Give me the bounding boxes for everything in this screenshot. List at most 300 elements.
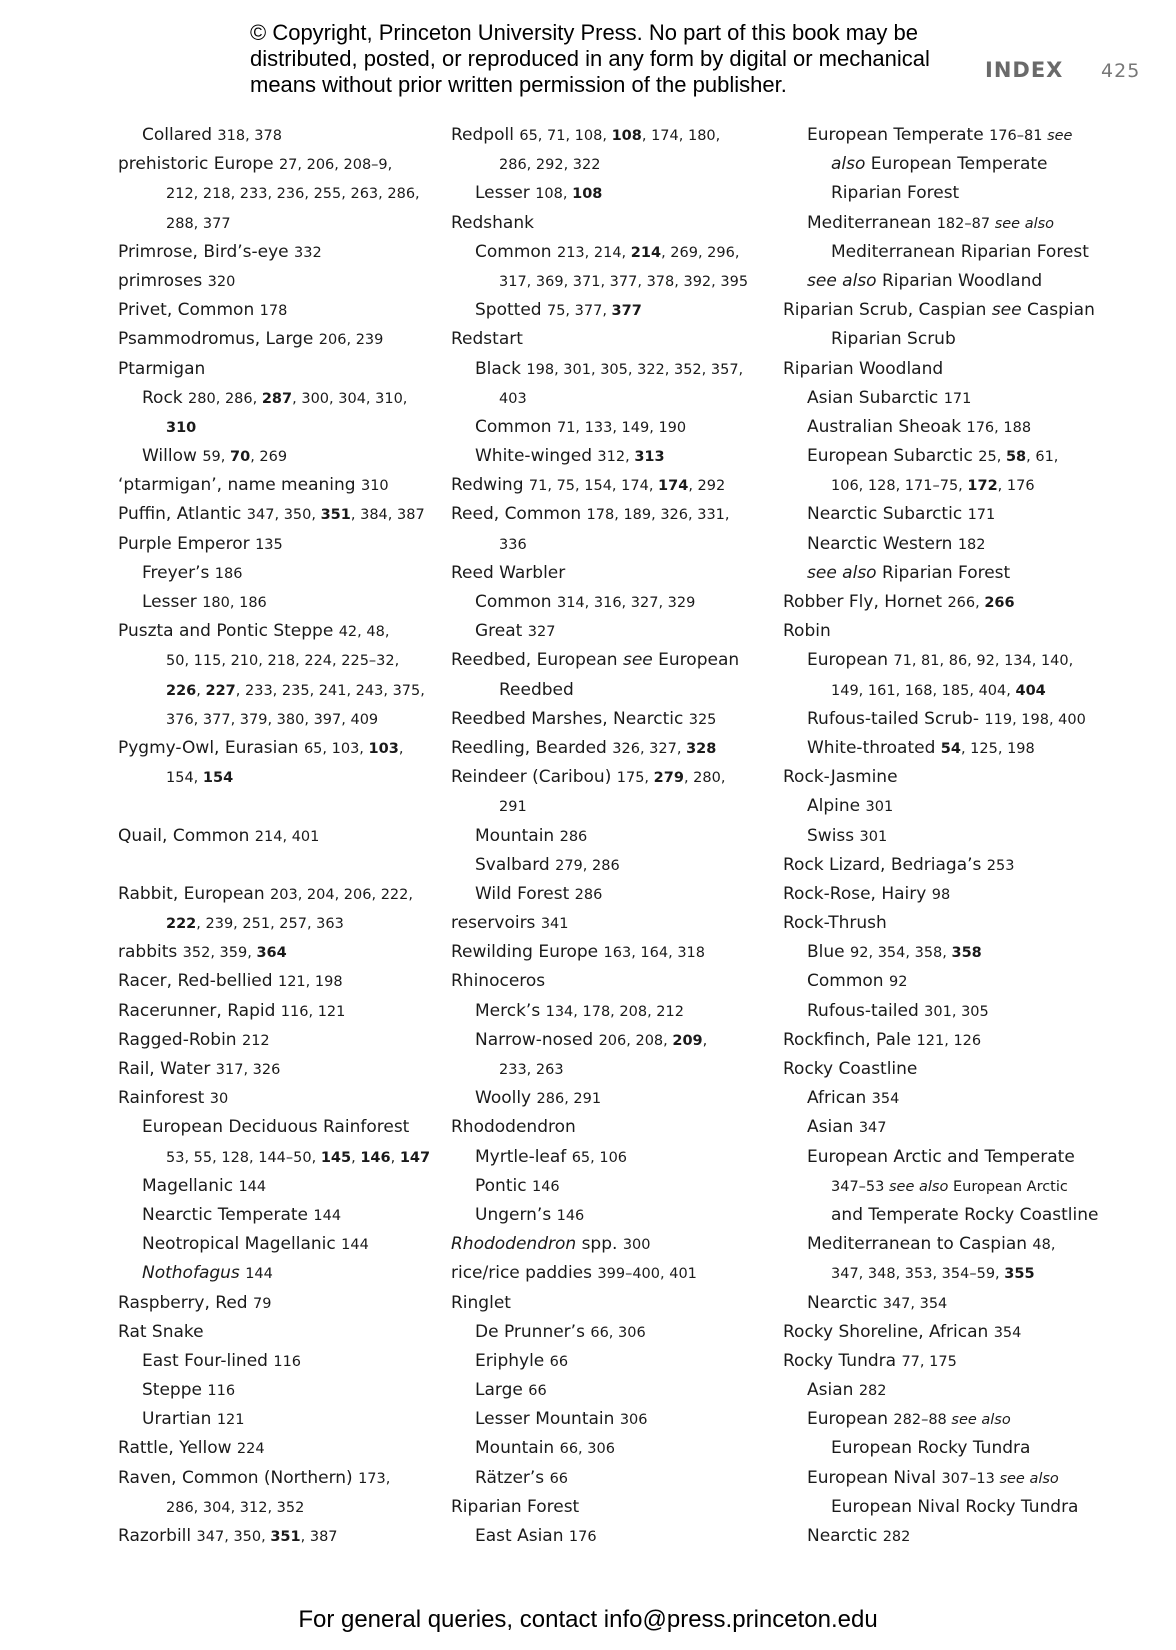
- page-references: 27, 206, 208–9,: [278, 157, 393, 174]
- index-subentry: [783, 150, 1093, 179]
- index-term: Rainforest: [118, 1088, 210, 1109]
- page-references: 266, 266: [947, 595, 1015, 611]
- bold-page-ref: 108: [572, 186, 603, 203]
- running-head-title: INDEX: [985, 58, 1064, 82]
- index-term: Mediterranean Riparian Forest: [831, 241, 1089, 262]
- index-continuation: [783, 676, 1093, 705]
- page-references: 54, 125, 198: [940, 740, 1035, 757]
- page-references: 286, 291: [536, 1091, 602, 1108]
- index-entry: [118, 150, 448, 179]
- index-entry: [118, 1289, 448, 1318]
- index-term: Rhododendron spp.: [451, 1234, 623, 1255]
- index-term: Alpine: [807, 796, 866, 817]
- index-term: Riparian Forest: [831, 183, 960, 204]
- index-continuation: [118, 676, 448, 705]
- index-term: Rocky Shoreline, African: [783, 1321, 994, 1342]
- index-subentry: [118, 1201, 448, 1230]
- page-references: 301: [859, 828, 888, 845]
- index-subentry: [451, 1026, 781, 1055]
- index-term: Redwing: [451, 475, 529, 496]
- page-references: 288, 377: [166, 215, 231, 232]
- index-term: Riparian Scrub: [831, 329, 956, 350]
- index-subentry: [118, 559, 448, 588]
- index-subentry: [783, 442, 1093, 471]
- index-term: Ungern’s: [475, 1204, 557, 1225]
- index-term: Reed Warbler: [451, 562, 566, 583]
- index-term: Reindeer (Caribou): [451, 767, 617, 788]
- page-references: [166, 420, 196, 436]
- index-subentry: [451, 413, 781, 442]
- page-references: 213, 214, 214, 269, 296,: [556, 244, 740, 261]
- index-term: see also Riparian Woodland: [807, 270, 1043, 291]
- index-term: Riparian Scrub, Caspian see Caspian: [783, 300, 1095, 321]
- index-continuation: [451, 1055, 781, 1084]
- page-references: 347, 350, 351, 384, 387: [246, 507, 425, 524]
- page-references: 92: [888, 974, 908, 991]
- index-entry: [451, 209, 781, 238]
- index-term: African: [807, 1088, 872, 1109]
- page-references: 98: [931, 886, 951, 903]
- index-term: Purple Emperor: [118, 533, 256, 554]
- page-references: 224: [236, 1441, 265, 1458]
- bold-page-ref: 310: [166, 419, 197, 436]
- index-term: Ptarmigan: [118, 358, 206, 379]
- index-entry: [783, 851, 1093, 880]
- page-references: 134, 178, 208, 212: [545, 1003, 684, 1020]
- index-term: Racerunner, Rapid: [118, 1000, 281, 1021]
- page-references: 48,: [1032, 1237, 1056, 1254]
- index-subentry: [451, 1522, 781, 1551]
- index-term: Reedbed Marshes, Nearctic: [451, 708, 689, 729]
- page-references: 176, 188: [966, 419, 1032, 436]
- bold-page-ref: 226: [166, 682, 197, 699]
- index-subentry: [783, 500, 1093, 529]
- index-subentry: [451, 617, 781, 646]
- bold-page-ref: 108: [611, 128, 642, 144]
- index-entry: [451, 1113, 781, 1142]
- index-entry: [118, 997, 448, 1026]
- index-term: Common: [475, 416, 557, 437]
- index-subentry: [783, 1405, 1093, 1434]
- index-subentry: [118, 442, 448, 471]
- index-term: Razorbill: [118, 1526, 197, 1546]
- page-references: 347: [858, 1120, 887, 1137]
- index-term: Redpoll: [451, 125, 520, 145]
- index-subentry: [451, 1084, 781, 1113]
- page-references: 180, 186: [202, 595, 267, 611]
- index-term: Willow: [142, 446, 203, 467]
- page-references: 286: [559, 828, 588, 845]
- page-references: 286, 304, 312, 352: [166, 1499, 305, 1516]
- index-term: Steppe: [142, 1380, 208, 1401]
- index-entry: [118, 500, 448, 529]
- index-entry: [783, 617, 1093, 646]
- index-term: Primrose, Bird’s-eye: [118, 241, 295, 262]
- page-references: 149, 161, 168, 185, 404, 404: [831, 682, 1046, 699]
- index-subentry: [118, 1172, 448, 1201]
- index-term: Urartian: [142, 1409, 217, 1430]
- index-entry: [783, 763, 1093, 792]
- index-subentry: [451, 1405, 781, 1434]
- page-references: 282: [882, 1529, 911, 1545]
- index-term: Freyer’s: [142, 562, 215, 583]
- page-references: 25, 58, 61,: [978, 449, 1059, 466]
- page-references: 354: [871, 1091, 900, 1108]
- index-subentry: [118, 1376, 448, 1405]
- index-term: also European Temperate: [831, 154, 1048, 175]
- index-term: Magellanic: [142, 1175, 239, 1196]
- bold-page-ref: 58: [1005, 449, 1027, 466]
- index-term: Raven, Common (Northern): [118, 1467, 359, 1488]
- index-term: Reedbed, European see European: [451, 650, 740, 671]
- page-references: 354: [993, 1324, 1022, 1341]
- index-entry: [118, 1318, 448, 1347]
- index-term: Mediterranean: [807, 212, 937, 233]
- bold-page-ref: 172: [967, 478, 998, 495]
- index-subentry: [783, 209, 1093, 238]
- index-term: Rätzer’s: [475, 1467, 550, 1488]
- index-term: Reed, Common: [451, 504, 587, 525]
- page-references: 50, 115, 210, 218, 224, 225–32,: [166, 653, 400, 670]
- bold-page-ref: 404: [1015, 682, 1046, 699]
- index-term: Robin: [783, 621, 831, 642]
- index-subentry: [783, 792, 1093, 821]
- page-references: 119, 198, 400: [984, 711, 1086, 728]
- index-subentry: [783, 267, 1093, 296]
- index-column-3: [783, 121, 1099, 1551]
- index-subentry: [783, 121, 1093, 150]
- bold-page-ref: 222: [166, 916, 197, 933]
- page-references: 176: [568, 1529, 597, 1545]
- index-entry: [451, 471, 781, 500]
- index-term: Narrow-nosed: [475, 1029, 599, 1050]
- page-references: 286, 292, 322: [499, 157, 601, 174]
- page-references: 66: [549, 1470, 569, 1487]
- index-term: Blue: [807, 942, 851, 963]
- index-subentry: [783, 705, 1093, 734]
- page-references: 65, 106: [571, 1149, 628, 1166]
- page-references: 171: [967, 507, 996, 524]
- page-references: 347, 348, 353, 354–59, 355: [831, 1266, 1035, 1283]
- italic-text: see: [1047, 128, 1073, 144]
- page-references: 336: [499, 536, 527, 553]
- page-references: 291: [499, 799, 527, 816]
- bold-page-ref: 174: [658, 478, 689, 495]
- index-column-2: [451, 121, 781, 1551]
- index-continuation: [118, 763, 448, 792]
- index-term: Woolly: [475, 1088, 537, 1109]
- index-term: Rock-Thrush: [783, 913, 887, 934]
- italic-text: see also: [889, 1178, 949, 1195]
- page-references: 306: [619, 1412, 648, 1429]
- page-references: 282–88 see also: [893, 1412, 1011, 1429]
- page-references: 352, 359, 364: [182, 945, 287, 962]
- index-entry: [118, 1522, 448, 1551]
- index-entry: [118, 1084, 448, 1113]
- index-term: Common: [807, 971, 889, 992]
- index-term: East Four-lined: [142, 1350, 274, 1371]
- page-references: 347, 354: [882, 1295, 948, 1312]
- italic-text: see also: [807, 562, 877, 583]
- index-term: Reedbed: [499, 679, 574, 700]
- index-term: Common: [475, 592, 557, 612]
- page-references: 253: [986, 857, 1015, 874]
- page-references: 59, 70, 269: [202, 449, 288, 466]
- index-entry: [783, 1026, 1093, 1055]
- index-entry: [118, 355, 448, 384]
- index-entry: [451, 646, 781, 675]
- index-subentry: [451, 1201, 781, 1230]
- index-term: Rufous-tailed: [807, 1000, 925, 1021]
- page-references: 182–87 see also: [936, 215, 1055, 232]
- bold-page-ref: 103: [368, 740, 399, 757]
- index-term: Quail, Common: [118, 825, 255, 846]
- index-subentry: [118, 1230, 448, 1259]
- index-term: Nearctic: [807, 1292, 883, 1313]
- index-continuation: [118, 646, 448, 675]
- bold-page-ref: 287: [261, 390, 293, 407]
- index-subentry: [451, 997, 781, 1026]
- page-references: 65, 71, 108, 108, 174, 180,: [519, 128, 721, 144]
- index-term: Pygmy-Owl, Eurasian: [118, 737, 304, 758]
- index-entry: [118, 617, 448, 646]
- page-references: 66, 306: [559, 1441, 615, 1458]
- index-term: Redstart: [451, 329, 523, 350]
- index-subentry: [451, 880, 781, 909]
- index-term: Eriphyle: [475, 1350, 550, 1371]
- index-continuation: [118, 1493, 448, 1522]
- index-term: White-winged: [475, 446, 598, 467]
- page-references: 66: [528, 1383, 547, 1400]
- page-references: 30: [209, 1091, 229, 1108]
- index-continuation: [118, 909, 448, 938]
- index-entry: [118, 822, 448, 851]
- index-subentry: [783, 325, 1093, 354]
- index-subentry: [451, 588, 781, 617]
- index-subentry: [783, 1143, 1093, 1172]
- index-column-1: [118, 121, 448, 1551]
- page-references: 71, 81, 86, 92, 134, 140,: [893, 653, 1074, 670]
- index-entry: [118, 938, 448, 967]
- index-subentry: [118, 1113, 448, 1142]
- page-references: 92, 354, 358, 358: [850, 945, 982, 962]
- footer-contact: For general queries, contact info@press.princeton.edu: [298, 1606, 878, 1633]
- index-entry: [118, 325, 448, 354]
- bold-page-ref: 147: [399, 1149, 431, 1166]
- index-term: Racer, Red-bellied: [118, 971, 278, 992]
- index-term: European: [807, 1409, 894, 1430]
- page-references: 310: [360, 478, 389, 495]
- index-term: Great: [475, 621, 528, 642]
- page-references: 203, 204, 206, 222,: [270, 886, 413, 903]
- page-references: 301: [865, 799, 894, 816]
- page-references: 79: [253, 1295, 272, 1312]
- index-term: Mountain: [475, 825, 560, 846]
- bold-page-ref: 355: [1004, 1266, 1035, 1283]
- index-term: Rock-Rose, Hairy: [783, 883, 932, 904]
- index-entry: [118, 238, 448, 267]
- bold-page-ref: 266: [984, 595, 1015, 611]
- index-term: see also Riparian Forest: [807, 562, 1011, 583]
- page-references: 175, 279, 280,: [616, 770, 726, 787]
- bold-page-ref: 209: [672, 1032, 703, 1049]
- index-term: Large: [475, 1380, 529, 1401]
- index-continuation: [451, 384, 781, 413]
- index-term: Nearctic Western: [807, 533, 958, 554]
- page-references: 279, 286: [555, 857, 620, 874]
- page-references: 178: [259, 303, 288, 320]
- bold-page-ref: 351: [270, 1529, 301, 1545]
- index-term: Puffin, Atlantic: [118, 504, 247, 525]
- index-continuation: [451, 530, 781, 559]
- italic-text: see: [622, 650, 653, 671]
- copyright-line: distributed, posted, or reproduced in any form by digital or mechanical: [250, 46, 930, 71]
- index-subentry: [783, 967, 1093, 996]
- index-entry: [118, 471, 448, 500]
- page-references: 317, 326: [215, 1062, 281, 1078]
- page-references: 300: [622, 1237, 651, 1254]
- index-term: Rock-Jasmine: [783, 767, 898, 788]
- index-term: Rocky Coastline: [783, 1059, 918, 1079]
- index-term: European Subarctic: [807, 446, 979, 467]
- index-subentry: [783, 997, 1093, 1026]
- index-term: rice/rice paddies: [451, 1263, 598, 1284]
- index-term: Nearctic: [807, 1526, 883, 1546]
- index-subentry: [783, 1464, 1093, 1493]
- index-subentry: [783, 1201, 1099, 1230]
- page-references: 42, 48,: [338, 624, 390, 641]
- page-references: 222, 239, 251, 257, 363: [166, 916, 344, 933]
- page-references: 233, 263: [499, 1062, 564, 1078]
- index-entry: [118, 296, 448, 325]
- index-continuation: [451, 150, 781, 179]
- index-subentry: [451, 1464, 781, 1493]
- index-subentry: [783, 1113, 1093, 1142]
- index-term: and Temperate Rocky Coastline: [831, 1204, 1099, 1225]
- index-entry: [118, 880, 448, 909]
- page-references: 77, 175: [901, 1353, 957, 1370]
- index-continuation: [783, 471, 1093, 500]
- index-term: Redshank: [451, 212, 534, 233]
- index-subentry: [783, 1493, 1093, 1522]
- index-entry: [451, 763, 781, 792]
- index-subentry: [118, 1405, 448, 1434]
- index-entry: [783, 1347, 1093, 1376]
- index-term: Rhinoceros: [451, 971, 546, 992]
- index-term: Neotropical Magellanic: [142, 1234, 342, 1255]
- index-entry: [783, 588, 1093, 617]
- index-subentry: [783, 179, 1093, 208]
- page-references: 341: [540, 916, 569, 933]
- page-references: 65, 103, 103,: [303, 740, 404, 757]
- page-references: 403: [499, 390, 527, 407]
- copyright-line: © Copyright, Princeton University Press. No part of this book may be: [250, 20, 918, 45]
- page-references: 212, 218, 233, 236, 255, 263, 286,: [166, 186, 420, 203]
- index-subentry: [118, 588, 448, 617]
- italic-text: see: [991, 300, 1022, 321]
- index-continuation: [783, 1259, 1093, 1288]
- index-subentry: [783, 1230, 1093, 1259]
- index-term: Asian: [807, 1117, 859, 1138]
- page-references: 325: [688, 711, 717, 728]
- index-subentry: [451, 179, 781, 208]
- index-subentry: [783, 734, 1093, 763]
- page-references: 146: [531, 1178, 560, 1195]
- page-number: 425: [1101, 60, 1141, 82]
- bold-page-ref: 364: [256, 945, 287, 962]
- index-term: Merck’s: [475, 1000, 546, 1021]
- page-references: 144: [245, 1266, 273, 1283]
- page-references: 186: [214, 565, 243, 582]
- bold-page-ref: 358: [951, 945, 982, 962]
- index-subentry: [451, 1318, 781, 1347]
- index-subentry: [451, 296, 781, 325]
- italic-text: see also: [951, 1412, 1011, 1429]
- page-references: 318, 378: [217, 128, 282, 144]
- index-term: European Arctic and Temperate: [807, 1146, 1075, 1167]
- page-references: 106, 128, 171–75, 172, 176: [831, 478, 1035, 495]
- page-references: 173,: [358, 1470, 391, 1487]
- index-subentry: [451, 676, 781, 705]
- italic-text: also: [831, 154, 866, 175]
- index-entry: [118, 1434, 448, 1463]
- index-subentry: [783, 384, 1093, 413]
- page-references: 226, 227, 233, 235, 241, 243, 375,: [166, 682, 425, 699]
- index-entry: [451, 967, 781, 996]
- page-references: 66, 306: [590, 1324, 646, 1341]
- index-entry: [451, 734, 781, 763]
- index-subentry: [783, 238, 1093, 267]
- index-subentry: [783, 1376, 1093, 1405]
- index-continuation: [118, 705, 448, 734]
- index-term: European Deciduous Rainforest: [142, 1117, 410, 1138]
- index-term: Australian Sheoak: [807, 416, 967, 437]
- index-subentry: [783, 646, 1093, 675]
- index-entry: [783, 1055, 1093, 1084]
- index-term: European Nival Rocky Tundra: [831, 1496, 1079, 1517]
- italic-text: see also: [994, 215, 1055, 232]
- index-subentry: [783, 1084, 1093, 1113]
- index-term: Lesser: [142, 592, 203, 612]
- index-subentry: [118, 121, 448, 150]
- page-references: 280, 286, 287, 300, 304, 310,: [188, 390, 408, 407]
- index-term: rabbits: [118, 942, 183, 963]
- index-term: [142, 1263, 245, 1283]
- index-subentry: [451, 1172, 781, 1201]
- index-continuation: [118, 179, 448, 208]
- bold-page-ref: 351: [320, 507, 351, 524]
- index-term: Rock: [142, 387, 189, 408]
- page-references: 154, 154: [166, 770, 234, 787]
- bold-page-ref: 70: [230, 449, 251, 466]
- index-term: Puszta and Pontic Steppe: [118, 621, 339, 642]
- index-entry: [451, 1493, 781, 1522]
- index-subentry: [783, 1434, 1093, 1463]
- index-subentry: [451, 851, 781, 880]
- page-references: 116: [273, 1353, 302, 1370]
- index-term: ‘ptarmigan’, name meaning: [118, 475, 361, 496]
- index-term: Lesser: [475, 183, 536, 204]
- page-references: 182: [957, 536, 986, 553]
- index-subentry: [451, 1347, 781, 1376]
- page-references: 206, 208, 209,: [598, 1032, 708, 1049]
- index-subentry: [783, 530, 1093, 559]
- letter-gap: [118, 792, 448, 821]
- index-subentry: [451, 822, 781, 851]
- page-references: 116, 121: [280, 1003, 346, 1020]
- index-term: prehistoric Europe: [118, 154, 279, 175]
- index-entry: [451, 1230, 781, 1259]
